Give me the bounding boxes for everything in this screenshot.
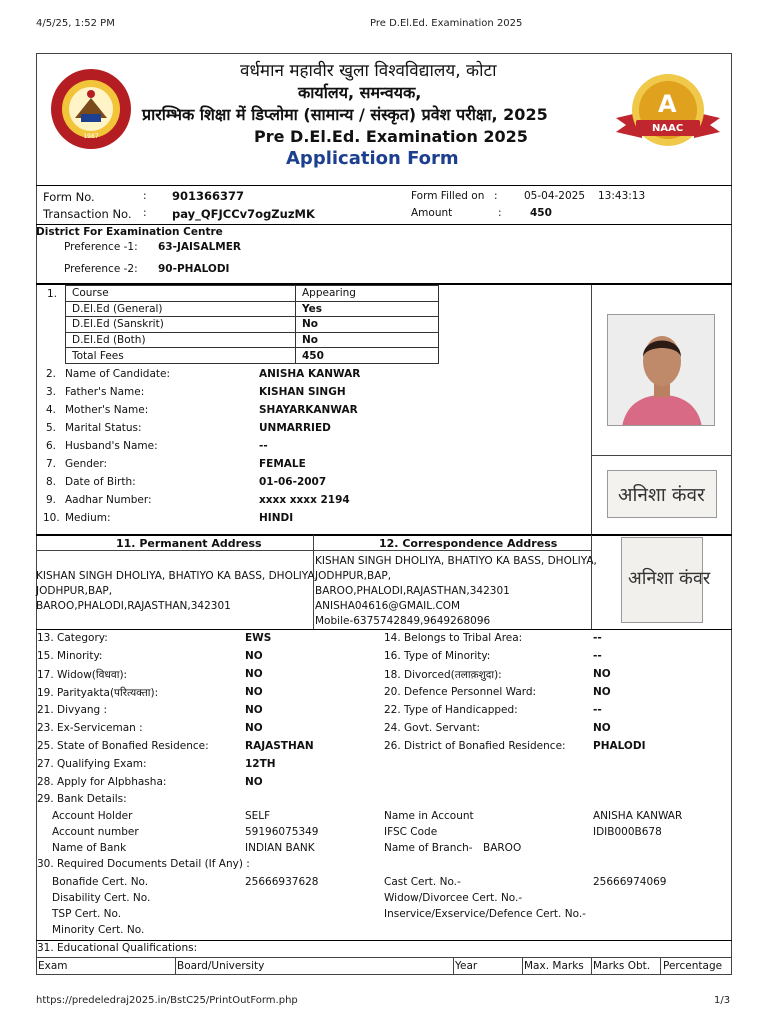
filled-time: 13:43:13 <box>598 190 646 202</box>
dob: 01-06-2007 <box>259 476 327 488</box>
colon: : <box>498 207 502 219</box>
item-number: 2. <box>46 368 57 380</box>
mother-name-label: Mother's Name: <box>65 404 149 416</box>
preference-2-label: Preference -2: <box>64 263 138 275</box>
alpbhasha-label: 28. Apply for Alpbhasha: <box>37 776 167 788</box>
item-number: 9. <box>46 494 57 506</box>
table-cell: D.El.Ed (Both) <box>66 332 296 348</box>
email: ANISHA04616@GMAIL.COM <box>315 600 461 612</box>
state-residence-label: 25. State of Bonafied Residence: <box>37 740 209 752</box>
divyang-label: 21. Divyang : <box>37 704 108 716</box>
naac-badge <box>612 68 724 158</box>
form-title: Application Form <box>286 148 459 169</box>
item-number: 6. <box>46 440 57 452</box>
table-cell: Yes <box>296 301 439 317</box>
father-name-label: Father's Name: <box>65 386 145 398</box>
gender-label: Gender: <box>65 458 108 470</box>
table-row <box>66 332 439 348</box>
item-number: 7. <box>46 458 57 470</box>
handicapped-type: -- <box>593 704 602 716</box>
naac-grade: A <box>658 90 677 118</box>
bonafide-label: Bonafide Cert. No. <box>52 876 149 888</box>
exam-title: Pre D.El.Ed. Examination 2025 <box>254 127 528 146</box>
thumb-signature-box <box>621 537 711 623</box>
widow-cert-label: Widow/Divorcee Cert. No.- <box>384 892 523 904</box>
husband-name-label: Husband's Name: <box>65 440 158 452</box>
table-row <box>66 348 439 364</box>
marital-status-label: Marital Status: <box>65 422 142 434</box>
correspondence-address <box>315 554 597 629</box>
widow-label: 17. Widow(विधवा): <box>37 669 128 681</box>
table-cell: D.El.Ed (Sanskrit) <box>66 317 296 333</box>
husband-name: -- <box>259 440 268 452</box>
district-residence-label: 26. District of Bonafied Residence: <box>384 740 566 752</box>
ex-serviceman: NO <box>245 722 263 734</box>
caste-label: Cast Cert. No.- <box>384 876 461 888</box>
transaction-label: Transaction No. <box>43 207 132 221</box>
account-number-label: Account number <box>52 826 139 838</box>
minority: NO <box>245 650 263 662</box>
category-label: 13. Category: <box>37 632 108 644</box>
widow: NO <box>245 668 263 680</box>
exam-title-hindi: प्रारम्भिक शिक्षा में डिप्लोमा (सामान्य / संस्कृत) प्रवेश परीक्षा, 2025 <box>142 105 548 124</box>
table-header: Percentage <box>663 960 723 972</box>
table-header: Appearing <box>296 286 439 302</box>
correspondence-address-title: 12. Correspondence Address <box>379 537 558 550</box>
documents-heading: 30. Required Documents Detail (If Any) : <box>37 858 250 870</box>
permanent-address <box>36 569 318 614</box>
table-header: Year <box>455 960 478 972</box>
table-header: Course <box>66 286 296 302</box>
ifsc: IDIB000B678 <box>593 826 662 838</box>
aadhar-number: xxxx xxxx 2194 <box>259 494 350 506</box>
print-url: https://predeledraj2025.in/BstC25/PrintOutForm.php <box>36 995 298 1006</box>
mother-name: SHAYARKANWAR <box>259 404 358 416</box>
amount: 450 <box>530 207 552 219</box>
state-residence: RAJASTHAN <box>245 740 314 752</box>
amount-label: Amount <box>411 207 453 219</box>
candidate-name-label: Name of Candidate: <box>65 368 170 380</box>
table-header: Max. Marks <box>524 960 584 972</box>
item-number: 4. <box>46 404 57 416</box>
form-no: 901366377 <box>172 189 245 203</box>
address-line: KISHAN SINGH DHOLIYA, BHATIYO KA BASS, DHOLIYA, <box>36 570 318 582</box>
dob-label: Date of Birth: <box>65 476 136 488</box>
account-holder-label: Account Holder <box>52 810 133 822</box>
print-tab-title: Pre D.El.Ed. Examination 2025 <box>370 18 523 29</box>
defence-ward: NO <box>593 686 611 698</box>
table-row <box>66 317 439 333</box>
preference-2: 90-PHALODI <box>158 263 230 275</box>
account-holder: SELF <box>245 810 271 822</box>
divyang: NO <box>245 704 263 716</box>
inservice-cert-label: Inservice/Exservice/Defence Cert. No.- <box>384 908 586 920</box>
ex-serviceman-label: 23. Ex-Serviceman : <box>37 722 143 734</box>
name-in-account: ANISHA KANWAR <box>593 810 683 822</box>
candidate-name: ANISHA KANWAR <box>259 368 361 380</box>
aadhar-label: Aadhar Number: <box>65 494 152 506</box>
form-no-label: Form No. <box>43 190 95 204</box>
tsp-label: TSP Cert. No. <box>52 908 122 920</box>
handicapped-type-label: 22. Type of Handicapped: <box>384 704 518 716</box>
bonafide-cert: 25666937628 <box>245 876 319 888</box>
ifsc-label: IFSC Code <box>384 826 438 838</box>
address-line: BAROO,PHALODI,RAJASTHAN,342301 <box>315 585 510 597</box>
table-header: Board/University <box>177 960 265 972</box>
print-page-number: 1/3 <box>714 995 731 1006</box>
signature-text: अनिशा कंवर <box>618 484 705 506</box>
address-line: JODHPUR,BAP, <box>36 585 113 597</box>
govt-servant-label: 24. Govt. Servant: <box>384 722 481 734</box>
table-header: Marks Obt. <box>593 960 651 972</box>
divorced-label: 18. Divorced(तलाक़शुदा): <box>384 669 502 681</box>
bank-heading: 29. Bank Details: <box>37 793 127 805</box>
item-number: 5. <box>46 422 57 434</box>
minority-label: 15. Minority: <box>37 650 103 662</box>
candidate-photo <box>607 314 715 426</box>
permanent-address-title: 11. Permanent Address <box>116 537 262 550</box>
table-row <box>66 301 439 317</box>
parityakta: NO <box>245 686 263 698</box>
disability-label: Disability Cert. No. <box>52 892 151 904</box>
mobile: Mobile-6375742849,9649268096 <box>315 615 491 627</box>
university-name: वर्धमान महावीर खुला विश्वविद्यालय, कोटा <box>240 61 497 81</box>
divorced: NO <box>593 668 611 680</box>
table-cell: Total Fees <box>66 348 296 364</box>
district-residence: PHALODI <box>593 740 646 752</box>
table-cell: No <box>296 317 439 333</box>
table-header: Exam <box>38 960 68 972</box>
caste-cert: 25666974069 <box>593 876 667 888</box>
colon: : <box>494 190 498 202</box>
table-cell: No <box>296 332 439 348</box>
district-heading: District For Examination Centre <box>36 226 223 238</box>
account-number: 59196075349 <box>245 826 319 838</box>
name-in-account-label: Name in Account <box>384 810 474 822</box>
gender: FEMALE <box>259 458 306 470</box>
tribal-area-label: 14. Belongs to Tribal Area: <box>384 632 523 644</box>
print-datetime: 4/5/25, 1:52 PM <box>36 18 115 29</box>
course-number: 1. <box>47 288 58 300</box>
signature-box <box>607 470 717 518</box>
course-table <box>65 285 439 364</box>
defence-ward-label: 20. Defence Personnel Ward: <box>384 686 537 698</box>
govt-servant: NO <box>593 722 611 734</box>
minority-type-label: 16. Type of Minority: <box>384 650 491 662</box>
education-heading: 31. Educational Qualifications: <box>37 942 198 954</box>
table-cell: 450 <box>296 348 439 364</box>
minority-cert-label: Minority Cert. No. <box>52 924 145 936</box>
tribal-area: -- <box>593 632 602 644</box>
svg-text:1987: 1987 <box>83 133 99 140</box>
father-name: KISHAN SINGH <box>259 386 346 398</box>
minority-type: -- <box>593 650 602 662</box>
item-number: 3. <box>46 386 57 398</box>
signature-text: अनिशा कंवर <box>628 568 711 589</box>
naac-label: NAAC <box>652 123 684 134</box>
medium-label: Medium: <box>65 512 111 524</box>
branch: BAROO <box>483 842 522 854</box>
colon: : <box>143 190 147 202</box>
university-logo <box>50 68 132 150</box>
preference-1-label: Preference -1: <box>64 241 138 253</box>
category: EWS <box>245 632 272 644</box>
address-line: BAROO,PHALODI,RAJASTHAN,342301 <box>36 600 231 612</box>
marital-status: UNMARRIED <box>259 422 331 434</box>
filled-on-label: Form Filled on <box>411 190 485 202</box>
branch-label: Name of Branch- <box>384 842 473 854</box>
item-number: 8. <box>46 476 57 488</box>
item-number: 10. <box>43 512 60 524</box>
filled-date: 05-04-2025 <box>524 190 586 202</box>
table-row <box>66 286 439 302</box>
address-line: JODHPUR,BAP, <box>315 570 392 582</box>
preference-1: 63-JAISALMER <box>158 241 241 253</box>
office-title: कार्यालय, समन्वयक, <box>298 83 422 102</box>
qualifying-exam: 12TH <box>245 758 276 770</box>
table-cell: D.El.Ed (General) <box>66 301 296 317</box>
parityakta-label: 19. Parityakta(परित्यक्ता): <box>37 687 159 699</box>
alpbhasha: NO <box>245 776 263 788</box>
bank-name-label: Name of Bank <box>52 842 127 854</box>
address-line: KISHAN SINGH DHOLIYA, BHATIYO KA BASS, DHOLIYA, <box>315 555 597 567</box>
colon: : <box>143 207 147 219</box>
qualifying-exam-label: 27. Qualifying Exam: <box>37 758 147 770</box>
bank-name: INDIAN BANK <box>245 842 315 854</box>
medium: HINDI <box>259 512 294 524</box>
transaction-no: pay_QFJCCv7ogZuzMK <box>172 207 315 221</box>
